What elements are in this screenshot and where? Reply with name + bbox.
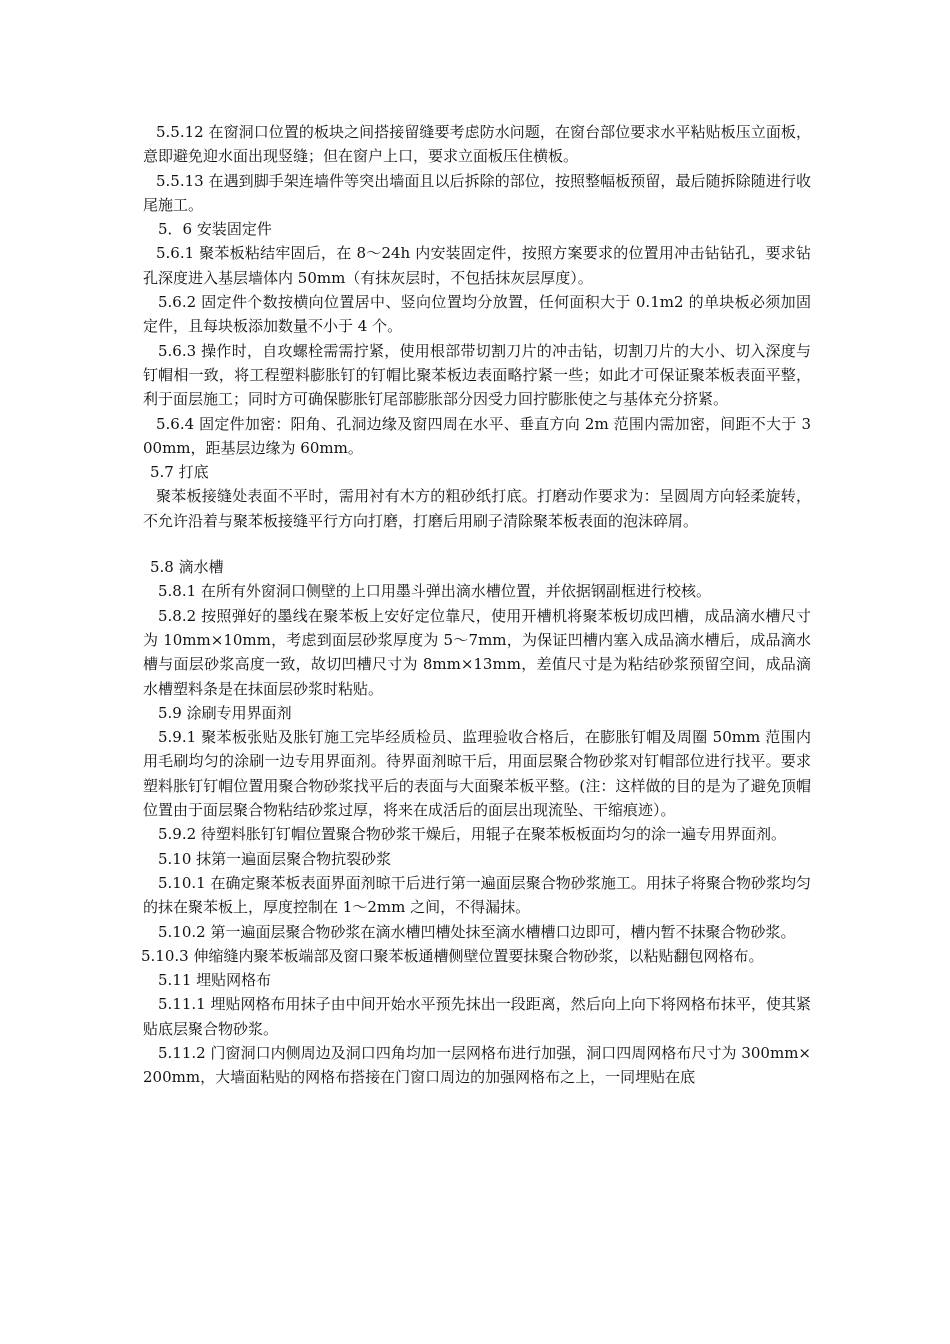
paragraph-5-8-2: 5.8.2 按照弹好的墨线在聚苯板上安好定位靠尺，使用开槽机将聚苯板切成凹槽，成品滴水槽尺寸为 10mm×10mm，考虑到面层砂浆厚度为 5～7mm，为保证凹槽内塞入成品滴水槽后，成品滴水槽与面层砂浆高度一致，故切凹槽尺寸为 8mm×13mm，差值尺寸是为粘结砂浆预留空间，成品滴水槽塑料条是在抹面层砂浆时粘贴。 xyxy=(143,606,811,698)
heading-5-11: 5.11 埋贴网格布 xyxy=(158,971,272,990)
blank-line xyxy=(143,533,811,555)
paragraph-5-10-1: 5.10.1 在确定聚苯板表面界面剂晾干后进行第一遍面层聚合物砂浆施工。用抹子将聚合物砂浆均匀的抹在聚苯板上，厚度控制在 1～2mm 之间，不得漏抹。 xyxy=(143,873,811,917)
paragraph-5-10-2: 5.10.2 第一遍面层聚合物砂浆在滴水槽凹槽处抹至滴水槽槽口边即可，槽内暂不抹聚合物砂浆。 xyxy=(158,922,796,941)
paragraph-5-9-1: 5.9.1 聚苯板张贴及胀钉施工完毕经质检员、监理验收合格后，在膨胀钉帽及周圈 50mm 范围内用毛刷均匀的涂刷一边专用界面剂。待界面剂晾干后，用面层聚合物砂浆对钉帽部位进行找平。要求塑料胀钉钉帽位置用聚合物砂浆找平后的表面与大面聚苯板平整。(注：这样做的目的是为了避免顶帽位置由于面层聚合物粘结砂浆过厚，将来在成活后的面层出现流坠、干缩痕迹）。 xyxy=(143,728,811,820)
paragraph-5-6-3: 5.6.3 操作时，自攻螺栓需需拧紧，使用根部带切割刀片的冲击钻，切割刀片的大小、切入深度与钉帽相一致，将工程塑料膨胀钉的钉帽比聚苯板边表面略拧紧一些；如此才可保证聚苯板表面平整，利于面层施工；同时方可确保膨胀钉尾部膨胀部分因受力回拧膨胀使之与基体充分挤紧。 xyxy=(143,341,811,409)
heading-5-7: 5.7 打底 xyxy=(150,463,209,482)
paragraph-5-7-body: 聚苯板接缝处表面不平时，需用衬有木方的粗砂纸打底。打磨动作要求为：呈圆周方向轻柔旋转，不允许沿着与聚苯板接缝平行方向打磨，打磨后用刷子清除聚苯板表面的泡沫碎屑。 xyxy=(143,487,811,530)
paragraph-5-11-1: 5.11.1 埋贴网格布用抹子由中间开始水平预先抹出一段距离，然后向上向下将网格布抹平，使其紧贴底层聚合物砂浆。 xyxy=(143,995,811,1038)
paragraph-5-10-3: 5.10.3 伸缩缝内聚苯板端部及窗口聚苯板通槽侧壁位置要抹聚合物砂浆，以粘贴翻包网格布。 xyxy=(141,946,764,965)
heading-5-10: 5.10 抹第一遍面层聚合物抗裂砂浆 xyxy=(158,849,392,868)
paragraph-5-11-2: 5.11.2 门窗洞口内侧周边及洞口四角均加一层网格布进行加强，洞口四周网格布尺寸为 300mm×200mm，大墙面粘贴的网格布搭接在门窗口周边的加强网格布之上，一同埋贴在底 xyxy=(143,1043,811,1087)
paragraph-5-8-1: 5.8.1 在所有外窗洞口侧壁的上口用墨斗弹出滴水槽位置，并依据钢副框进行校核。 xyxy=(158,582,711,601)
paragraph-5-6-1: 5.6.1 聚苯板粘结牢固后，在 8～24h 内安装固定件，按照方案要求的位置用冲击钻钻孔，要求钻孔深度进入基层墙体内 50mm（有抹灰层时，不包括抹灰层厚度）。 xyxy=(143,244,811,287)
heading-5-6: 5．6 安装固定件 xyxy=(158,220,272,239)
paragraph-5-5-13: 5.5.13 在遇到脚手架连墙件等突出墙面且以后拆除的部位，按照整幅板预留，最后随拆除随进行收尾施工。 xyxy=(143,171,811,214)
paragraph-5-6-4: 5.6.4 固定件加密：阳角、孔洞边缘及窗四周在水平、垂直方向 2m 范围内需加密，间距不大于 300mm，距基层边缘为 60mm。 xyxy=(143,414,811,457)
paragraph-5-9-2: 5.9.2 待塑料胀钉钉帽位置聚合物砂浆干燥后，用辊子在聚苯板板面均匀的涂一遍专用界面剂。 xyxy=(158,825,786,844)
heading-5-8: 5.8 滴水槽 xyxy=(150,558,224,577)
heading-5-9: 5.9 涂刷专用界面剂 xyxy=(158,703,292,722)
document-body xyxy=(143,120,811,1090)
paragraph-5-6-2: 5.6.2 固定件个数按横向位置居中、竖向位置均分放置，任何面积大于 0.1m2 的单块板必须加固定件，且每块板添加数量不小于 4 个。 xyxy=(143,293,811,336)
paragraph-5-5-12: 5.5.12 在窗洞口位置的板块之间搭接留缝要考虑防水问题，在窗台部位要求水平粘贴板压立面板，意即避免迎水面出现竖缝；但在窗户上口，要求立面板压住横板。 xyxy=(143,123,811,166)
